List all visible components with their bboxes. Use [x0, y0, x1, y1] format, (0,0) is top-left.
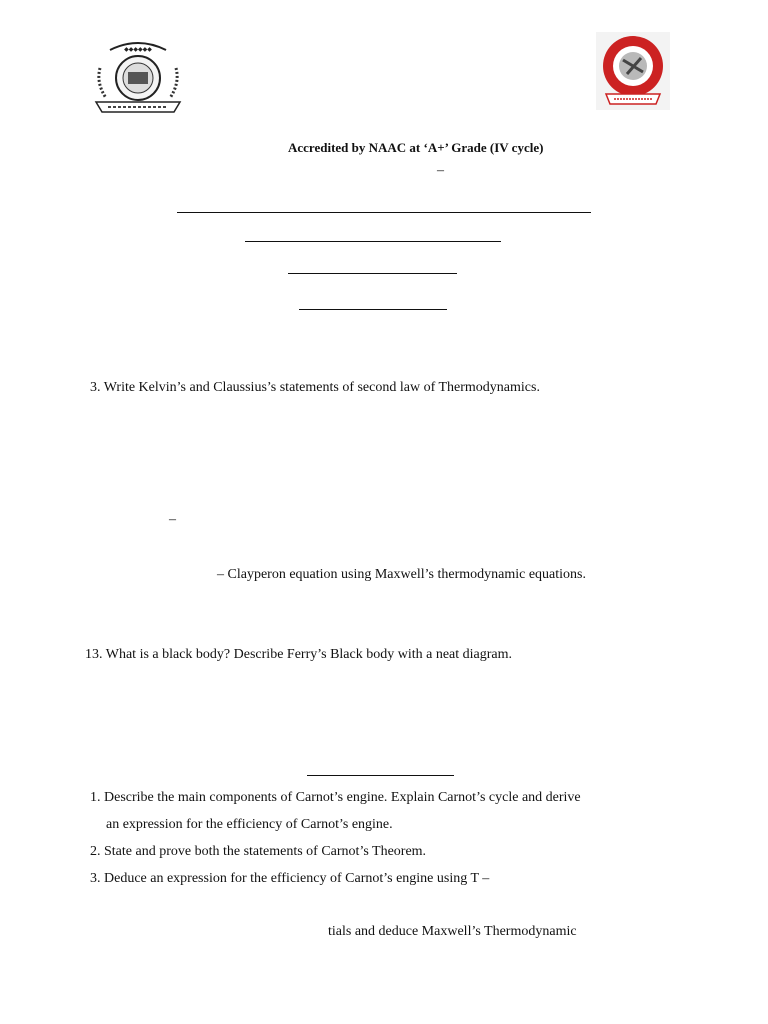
- question-fragment: –: [169, 512, 176, 527]
- department-of-physics-seal-icon: [596, 32, 670, 110]
- question-continuation: an expression for the efficiency of Carnot’s engine.: [106, 817, 393, 832]
- header-dash: –: [437, 163, 444, 178]
- section-heading-underline: [307, 775, 454, 776]
- question-item: [90, 871, 489, 887]
- title-underline-3: [288, 273, 457, 274]
- question-item: [90, 790, 581, 806]
- question-text: Describe the main components of Carnot’s engine. Explain Carnot’s cycle and derive: [104, 790, 581, 805]
- question-text: Deduce an expression for the efficiency of Carnot’s engine using T –: [104, 871, 490, 886]
- question-number: 3.: [90, 871, 101, 886]
- question-text: State and prove both the statements of Carnot’s Theorem.: [104, 844, 427, 859]
- question-fragment: – Clayperon equation using Maxwell’s thermodynamic equations.: [217, 567, 586, 582]
- question-item: [85, 647, 512, 663]
- question-number: 1.: [90, 790, 101, 805]
- title-underline-4: [299, 309, 447, 310]
- question-text: What is a black body? Describe Ferry’s Black body with a neat diagram.: [105, 647, 513, 662]
- question-fragment: tials and deduce Maxwell’s Thermodynamic: [328, 924, 577, 939]
- question-text: Write Kelvin’s and Claussius’s statements of second law of Thermodynamics.: [103, 380, 540, 395]
- question-item: [90, 380, 540, 396]
- title-underline-2: [245, 241, 501, 242]
- question-item: [90, 844, 426, 860]
- question-number: 2.: [90, 844, 101, 859]
- title-underline-1: [177, 212, 591, 213]
- question-number: 3.: [90, 380, 101, 395]
- question-number: 13.: [85, 647, 103, 662]
- accreditation-text: Accredited by NAAC at ‘A+’ Grade (IV cycle): [288, 140, 544, 155]
- college-emblem-icon: [90, 38, 186, 120]
- svg-text:◆◆◆◆◆◆: ◆◆◆◆◆◆: [124, 46, 152, 53]
